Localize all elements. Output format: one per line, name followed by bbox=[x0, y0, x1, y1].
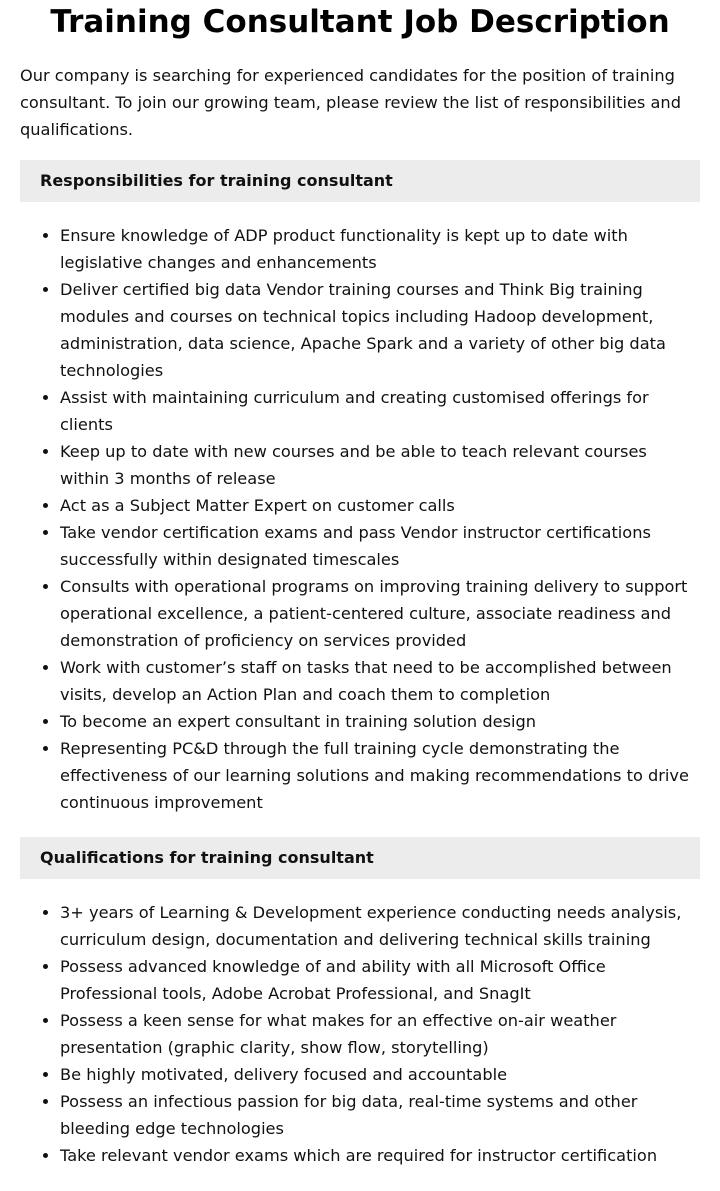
list-item: Keep up to date with new courses and be able to teach relevant courses within 3 months of release bbox=[60, 438, 700, 492]
list-item: 3+ years of Learning & Development experience conducting needs analysis, curriculum design, documentation and delivering technical skills training bbox=[60, 899, 700, 953]
list-item: Deliver certified big data Vendor training courses and Think Big training modules and courses on technical topics including Hadoop development, administration, data science, Apache Spark and a variety of other big data technologies bbox=[60, 276, 700, 384]
list-item: Possess advanced knowledge of and ability with all Microsoft Office Professional tools, Adobe Acrobat Professional, and SnagIt bbox=[60, 953, 700, 1007]
list-item: Consults with operational programs on improving training delivery to support operational excellence, a patient-centered culture, associate readiness and demonstration of proficiency on services provided bbox=[60, 573, 700, 654]
list-item: Assist with maintaining curriculum and creating customised offerings for clients bbox=[60, 384, 700, 438]
qualifications-list bbox=[20, 899, 700, 1169]
list-item: Representing PC&D through the full training cycle demonstrating the effectiveness of our learning solutions and making recommendations to drive continuous improvement bbox=[60, 735, 700, 816]
responsibilities-list bbox=[20, 222, 700, 816]
page-title: Training Consultant Job Description bbox=[50, 4, 670, 40]
list-item: Be highly motivated, delivery focused and accountable bbox=[60, 1061, 700, 1088]
responsibilities-heading: Responsibilities for training consultant bbox=[20, 160, 700, 202]
list-item: Act as a Subject Matter Expert on customer calls bbox=[60, 492, 700, 519]
intro-paragraph: Our company is searching for experienced candidates for the position of training consultant. To join our growing team, please review the list of responsibilities and qualifications. bbox=[20, 66, 681, 139]
list-item: Work with customer’s staff on tasks that need to be accomplished between visits, develop an Action Plan and coach them to completion bbox=[60, 654, 700, 708]
list-item: Possess a keen sense for what makes for an effective on-air weather presentation (graphic clarity, show flow, storytelling) bbox=[60, 1007, 700, 1061]
list-item: To become an expert consultant in training solution design bbox=[60, 708, 700, 735]
list-item: Possess an infectious passion for big data, real-time systems and other bleeding edge technologies bbox=[60, 1088, 700, 1142]
list-item: Take relevant vendor exams which are required for instructor certification bbox=[60, 1142, 700, 1169]
list-item: Take vendor certification exams and pass Vendor instructor certifications successfully within designated timescales bbox=[60, 519, 700, 573]
list-item: Ensure knowledge of ADP product functionality is kept up to date with legislative changes and enhancements bbox=[60, 222, 700, 276]
qualifications-heading: Qualifications for training consultant bbox=[20, 837, 700, 879]
